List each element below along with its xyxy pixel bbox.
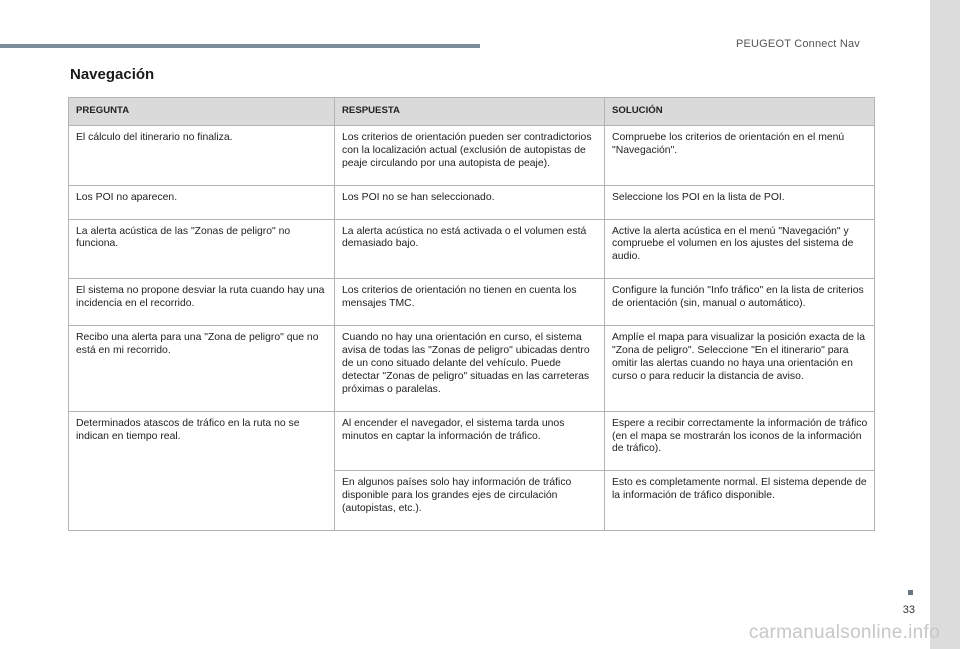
watermark: carmanualsonline.info (748, 622, 940, 643)
cell-pregunta: El sistema no propone desviar la ruta cuando hay una incidencia en el recorrido. (69, 279, 335, 326)
table-row (69, 185, 875, 219)
page-number: 33 (902, 604, 915, 616)
table-row (69, 219, 875, 279)
section-title: Navegación (70, 66, 155, 83)
cell-respuesta: Cuando no hay una orientación en curso, el sistema avisa de todas las "Zonas de peligro" ubicadas dentro de un cono situado delante del vehículo. Puede detectar "Zonas de peligro" situadas en las carreteras próximas o paralelas. (335, 326, 605, 412)
cell-solucion: Compruebe los criterios de orientación en el menú "Navegación". (605, 125, 875, 185)
column-header-solucion: SOLUCIÓN (605, 98, 875, 126)
cell-respuesta: La alerta acústica no está activada o el volumen está demasiado bajo. (335, 219, 605, 279)
column-header-pregunta: PREGUNTA (69, 98, 335, 126)
cell-solucion: Esto es completamente normal. El sistema depende de la información de tráfico disponible. (605, 471, 875, 531)
troubleshooting-table (68, 97, 875, 531)
cell-pregunta: Determinados atascos de tráfico en la ruta no se indican en tiempo real. (69, 411, 335, 530)
column-header-respuesta: RESPUESTA (335, 98, 605, 126)
cell-respuesta: Los criterios de orientación no tienen en cuenta los mensajes TMC. (335, 279, 605, 326)
cell-respuesta: Al encender el navegador, el sistema tarda unos minutos en captar la información de tráfico. (335, 411, 605, 471)
header-accent-bar (0, 44, 480, 48)
table-header-row (69, 98, 875, 126)
page-edge-strip (930, 0, 960, 649)
cell-solucion: Configure la función "Info tráfico" en la lista de criterios de orientación (sin, manual o automático). (605, 279, 875, 326)
cell-respuesta: Los POI no se han seleccionado. (335, 185, 605, 219)
cell-respuesta: En algunos países solo hay información de tráfico disponible para los grandes ejes de circulación (autopistas, etc.). (335, 471, 605, 531)
cell-solucion: Amplíe el mapa para visualizar la posición exacta de la "Zona de peligro". Seleccione "En el itinerario" para omitir las alertas cuando no haya una orientación en curso o para reducir la distancia de aviso. (605, 326, 875, 412)
cell-solucion: Seleccione los POI en la lista de POI. (605, 185, 875, 219)
table-row (69, 125, 875, 185)
table-row (69, 326, 875, 412)
cell-respuesta: Los criterios de orientación pueden ser contradictorios con la localización actual (exclusión de autopistas de peaje circulando por una autopista de peaje). (335, 125, 605, 185)
cell-pregunta: La alerta acústica de las "Zonas de peligro" no funciona. (69, 219, 335, 279)
page-marker (908, 590, 913, 595)
cell-solucion: Active la alerta acústica en el menú "Navegación" y compruebe el volumen en los ajustes del sistema de audio. (605, 219, 875, 279)
table-row (69, 279, 875, 326)
table-row (69, 411, 875, 471)
cell-solucion: Espere a recibir correctamente la información de tráfico (en el mapa se mostrarán los iconos de la información de tráfico). (605, 411, 875, 471)
cell-pregunta: Recibo una alerta para una "Zona de peligro" que no está en mi recorrido. (69, 326, 335, 412)
header-brand: PEUGEOT Connect Nav (735, 38, 860, 50)
cell-pregunta: Los POI no aparecen. (69, 185, 335, 219)
cell-pregunta: El cálculo del itinerario no finaliza. (69, 125, 335, 185)
